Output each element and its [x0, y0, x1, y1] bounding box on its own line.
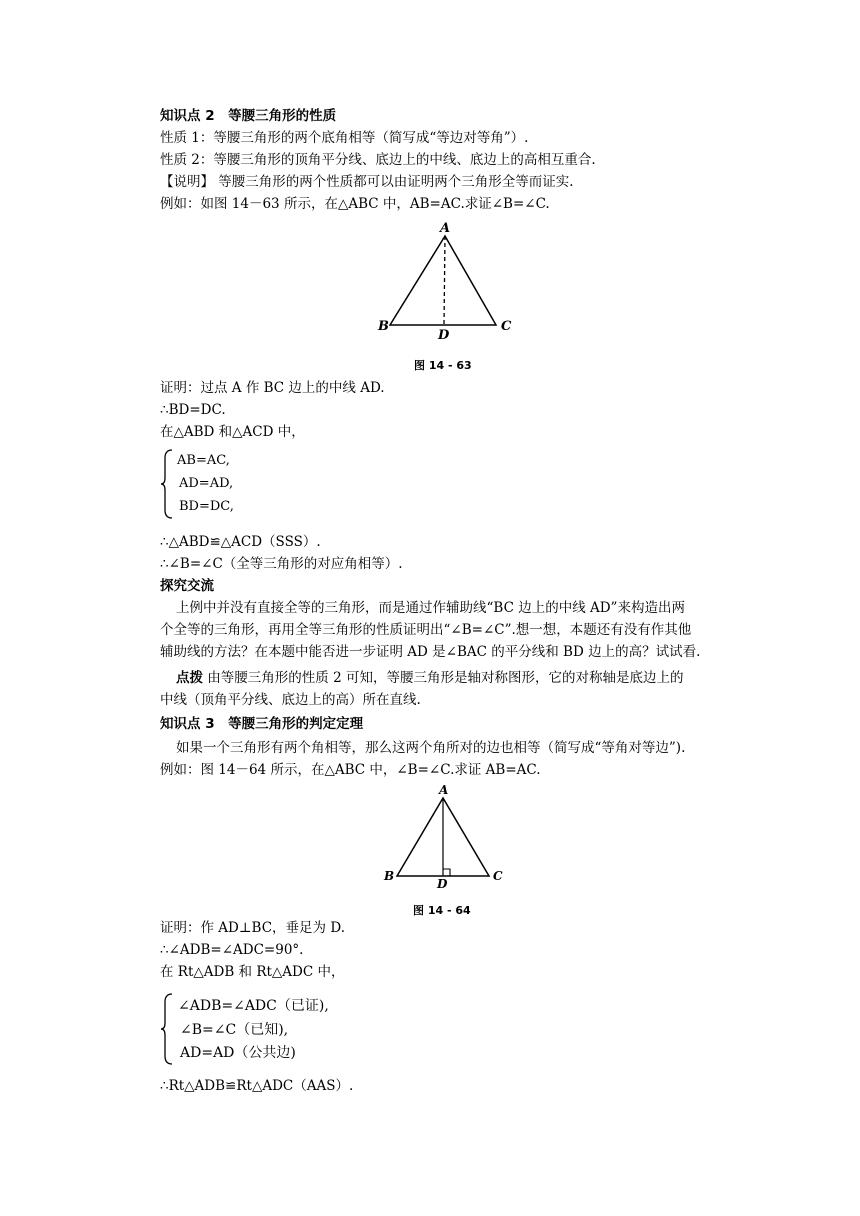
proof1-line5: ∴∠B=∠C（全等三角形的对应角相等）.	[160, 556, 403, 572]
proof1-line1: 证明：过点 A 作 BC 边上的中线 AD.	[160, 380, 385, 396]
figure63-caption: 图 14 - 63	[414, 359, 472, 372]
explore-para-line3: 辅助线的方法？在本题中能否进一步证明 AD 是∠BAC 的平分线和 BD 边上的高？试试看.	[160, 644, 701, 660]
proof2-line2: ∴∠ADB=∠ADC=90°.	[160, 942, 304, 958]
proof2-line4: ∴Rt△ADB≌Rt△ADC（AAS）.	[160, 1078, 354, 1094]
figure64-caption: 图 14 - 64	[413, 904, 471, 917]
figure64-label-b: B	[384, 869, 395, 883]
sys1-line2: AD=AD,	[179, 476, 234, 491]
property1-text: 性质 1：等腰三角形的两个底角相等（简写成“等边对等角”）.	[160, 130, 529, 146]
left-brace-icon	[160, 448, 174, 520]
sys2-line3: AD=AD（公共边)	[180, 1045, 296, 1061]
tip-text-line1: 由等腰三角形的性质 2 可知，等腰三角形是轴对称图形，它的对称轴是底边上的	[203, 670, 684, 686]
proof2-line1: 证明：作 AD⊥BC，垂足为 D.	[160, 920, 345, 936]
proof1-equation-system	[160, 448, 280, 520]
proof1-line3: 在△ABD 和△ACD 中，	[160, 424, 305, 440]
figure63-label-c: C	[501, 319, 512, 334]
figure64-label-c: C	[493, 869, 503, 883]
section2-heading: 知识点 2 等腰三角形的性质	[160, 108, 337, 124]
figure63-label-b: B	[378, 319, 389, 334]
sys1-line1: AB=AC,	[177, 453, 230, 468]
right-angle-mark-icon	[443, 869, 450, 876]
explore-heading: 探究交流	[160, 578, 214, 594]
theorem-text: 如果一个三角形有两个角相等，那么这两个角所对的边也相等（简写成“等角对等边”).	[176, 740, 686, 756]
section3-heading: 知识点 3 等腰三角形的判定定理	[160, 716, 364, 732]
sys2-line2: ∠B=∠C（已知),	[180, 1022, 289, 1038]
note-text: 【说明】 等腰三角形的两个性质都可以由证明两个三角形全等而证实.	[160, 174, 574, 190]
sys2-line1: ∠ADB=∠ADC（已证),	[178, 998, 329, 1014]
figure64-label-a: A	[439, 783, 449, 797]
sys1-line3: BD=DC,	[179, 499, 234, 514]
example1-text: 例如：如图 14－63 所示，在△ABC 中，AB=AC.求证∠B=∠C.	[160, 196, 550, 212]
proof2-line3: 在 Rt△ADB 和 Rt△ADC 中，	[160, 964, 345, 980]
figure-14-64-triangle	[380, 778, 510, 890]
proof2-equation-system	[160, 992, 380, 1066]
figure63-label-a: A	[440, 221, 451, 236]
example2-text: 例如：图 14－64 所示，在△ABC 中，∠B=∠C.求证 AB=AC.	[160, 762, 541, 778]
tip-line1	[176, 668, 683, 688]
proof1-line4: ∴△ABD≌△ACD（SSS）.	[160, 534, 321, 550]
tip-heading: 点拨	[176, 670, 203, 686]
explore-para-line1: 上例中并没有直接全等的三角形，而是通过作辅助线“BC 边上的中线 AD”来构造出两	[176, 600, 685, 616]
tip-line2: 中线（顶角平分线、底边上的高）所在直线.	[160, 692, 421, 708]
property2-text: 性质 2：等腰三角形的顶角平分线、底边上的中线、底边上的高相互重合.	[160, 152, 596, 168]
explore-para-line2: 个全等的三角形，再用全等三角形的性质证明出“∠B=∠C”.想一想，本题还有没有作其他	[160, 622, 692, 638]
median-ad-dashed	[444, 236, 445, 325]
figure64-label-d: D	[437, 877, 448, 890]
proof1-line2: ∴BD=DC.	[160, 402, 226, 418]
triangle-abc-shape	[390, 236, 496, 325]
left-brace-icon-2	[160, 992, 174, 1066]
figure63-label-d: D	[438, 328, 450, 343]
figure-14-63-triangle	[370, 218, 520, 343]
